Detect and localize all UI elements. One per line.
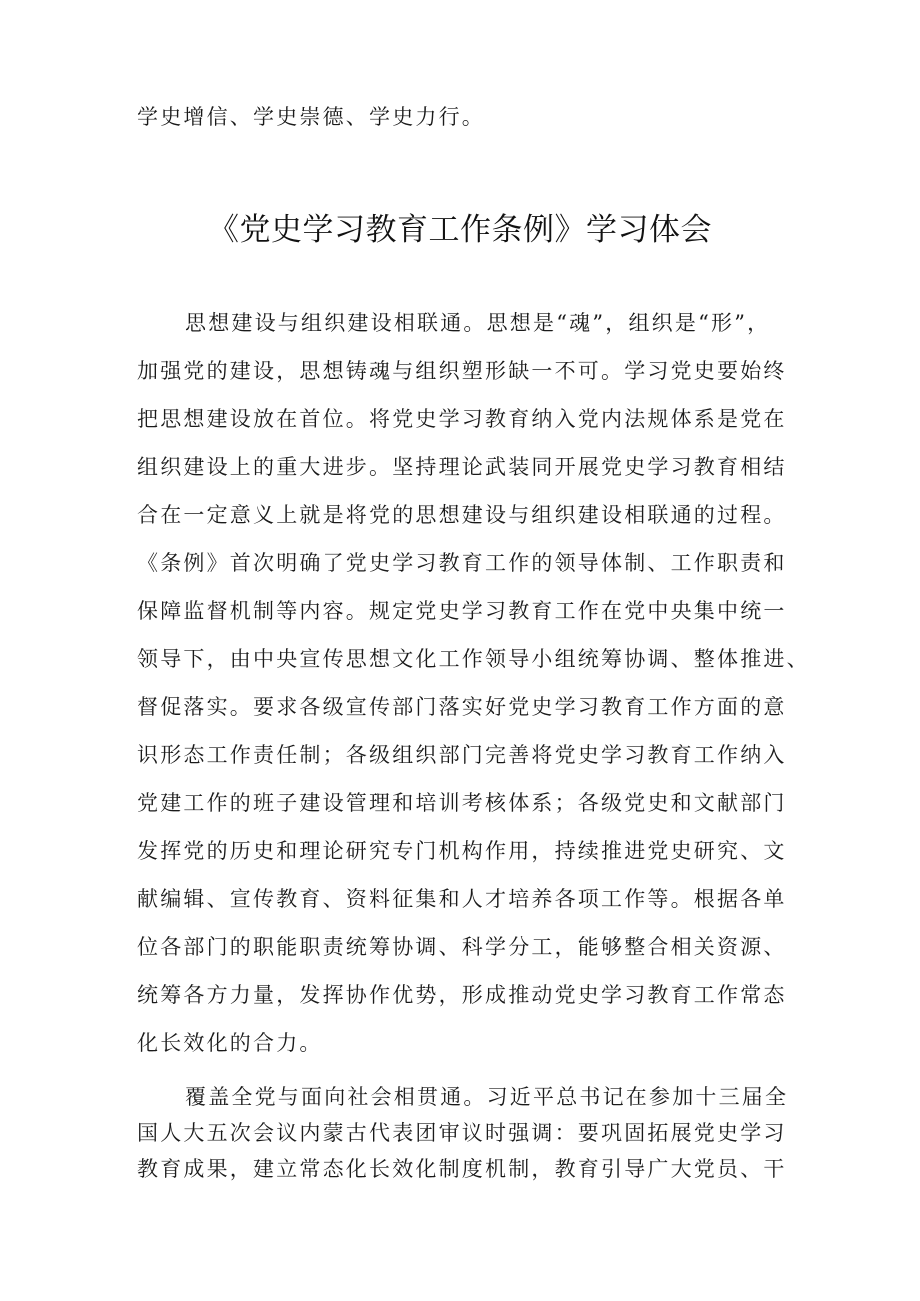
paragraph-line: 督促落实。要求各级宣传部门落实好党史学习教育工作方面的意 <box>137 695 787 719</box>
paragraph-line: 覆盖全党与面向社会相贯通。习近平总书记在参加十三届全 <box>185 1085 789 1109</box>
paragraph-line: 化长效化的合力。 <box>137 1031 323 1055</box>
paragraph-line: 发挥党的历史和理论研究专门机构作用，持续推进党史研究、文 <box>137 839 787 863</box>
top-fragment-line: 学史增信、学史崇德、学史力行。 <box>137 105 485 129</box>
paragraph-line: 献编辑、宣传教育、资料征集和人才培养各项工作等。根据各单 <box>137 887 787 911</box>
paragraph-line: 《条例》首次明确了党史学习教育工作的领导体制、工作职责和 <box>137 551 787 575</box>
paragraph-line: 识形态工作责任制；各级组织部门完善将党史学习教育工作纳入 <box>137 743 787 767</box>
paragraph-line: 国人大五次会议内蒙古代表团审议时强调：要巩固拓展党史学习 <box>137 1121 787 1145</box>
paragraph-line: 加强党的建设，思想铸魂与组织塑形缺一不可。学习党史要始终 <box>137 359 787 383</box>
paragraph-line: 把思想建设放在首位。将党史学习教育纳入党内法规体系是党在 <box>137 407 787 431</box>
paragraph-line: 合在一定意义上就是将党的思想建设与组织建设相联通的过程。 <box>137 503 787 527</box>
paragraph-line: 保障监督机制等内容。规定党史学习教育工作在党中央集中统一 <box>137 599 787 623</box>
paragraph-line: 党建工作的班子建设管理和培训考核体系；各级党史和文献部门 <box>137 791 787 815</box>
paragraph-line: 领导下，由中央宣传思想文化工作领导小组统筹协调、整体推进、 <box>137 647 810 671</box>
paragraph-line: 教育成果，建立常态化长效化制度机制，教育引导广大党员、干 <box>137 1157 787 1181</box>
paragraph-line: 统筹各方力量，发挥协作优势，形成推动党史学习教育工作常态 <box>137 983 787 1007</box>
paragraph-line: 思想建设与组织建设相联通。思想是“魂”，组织是“形”， <box>185 311 771 335</box>
paragraph-line: 位各部门的职能职责统筹协调、科学分工，能够整合相关资源、 <box>137 935 787 959</box>
document-title: 《党史学习教育工作条例》学习体会 <box>208 212 712 248</box>
paragraph-line: 组织建设上的重大进步。坚持理论武装同开展党史学习教育相结 <box>137 455 787 479</box>
